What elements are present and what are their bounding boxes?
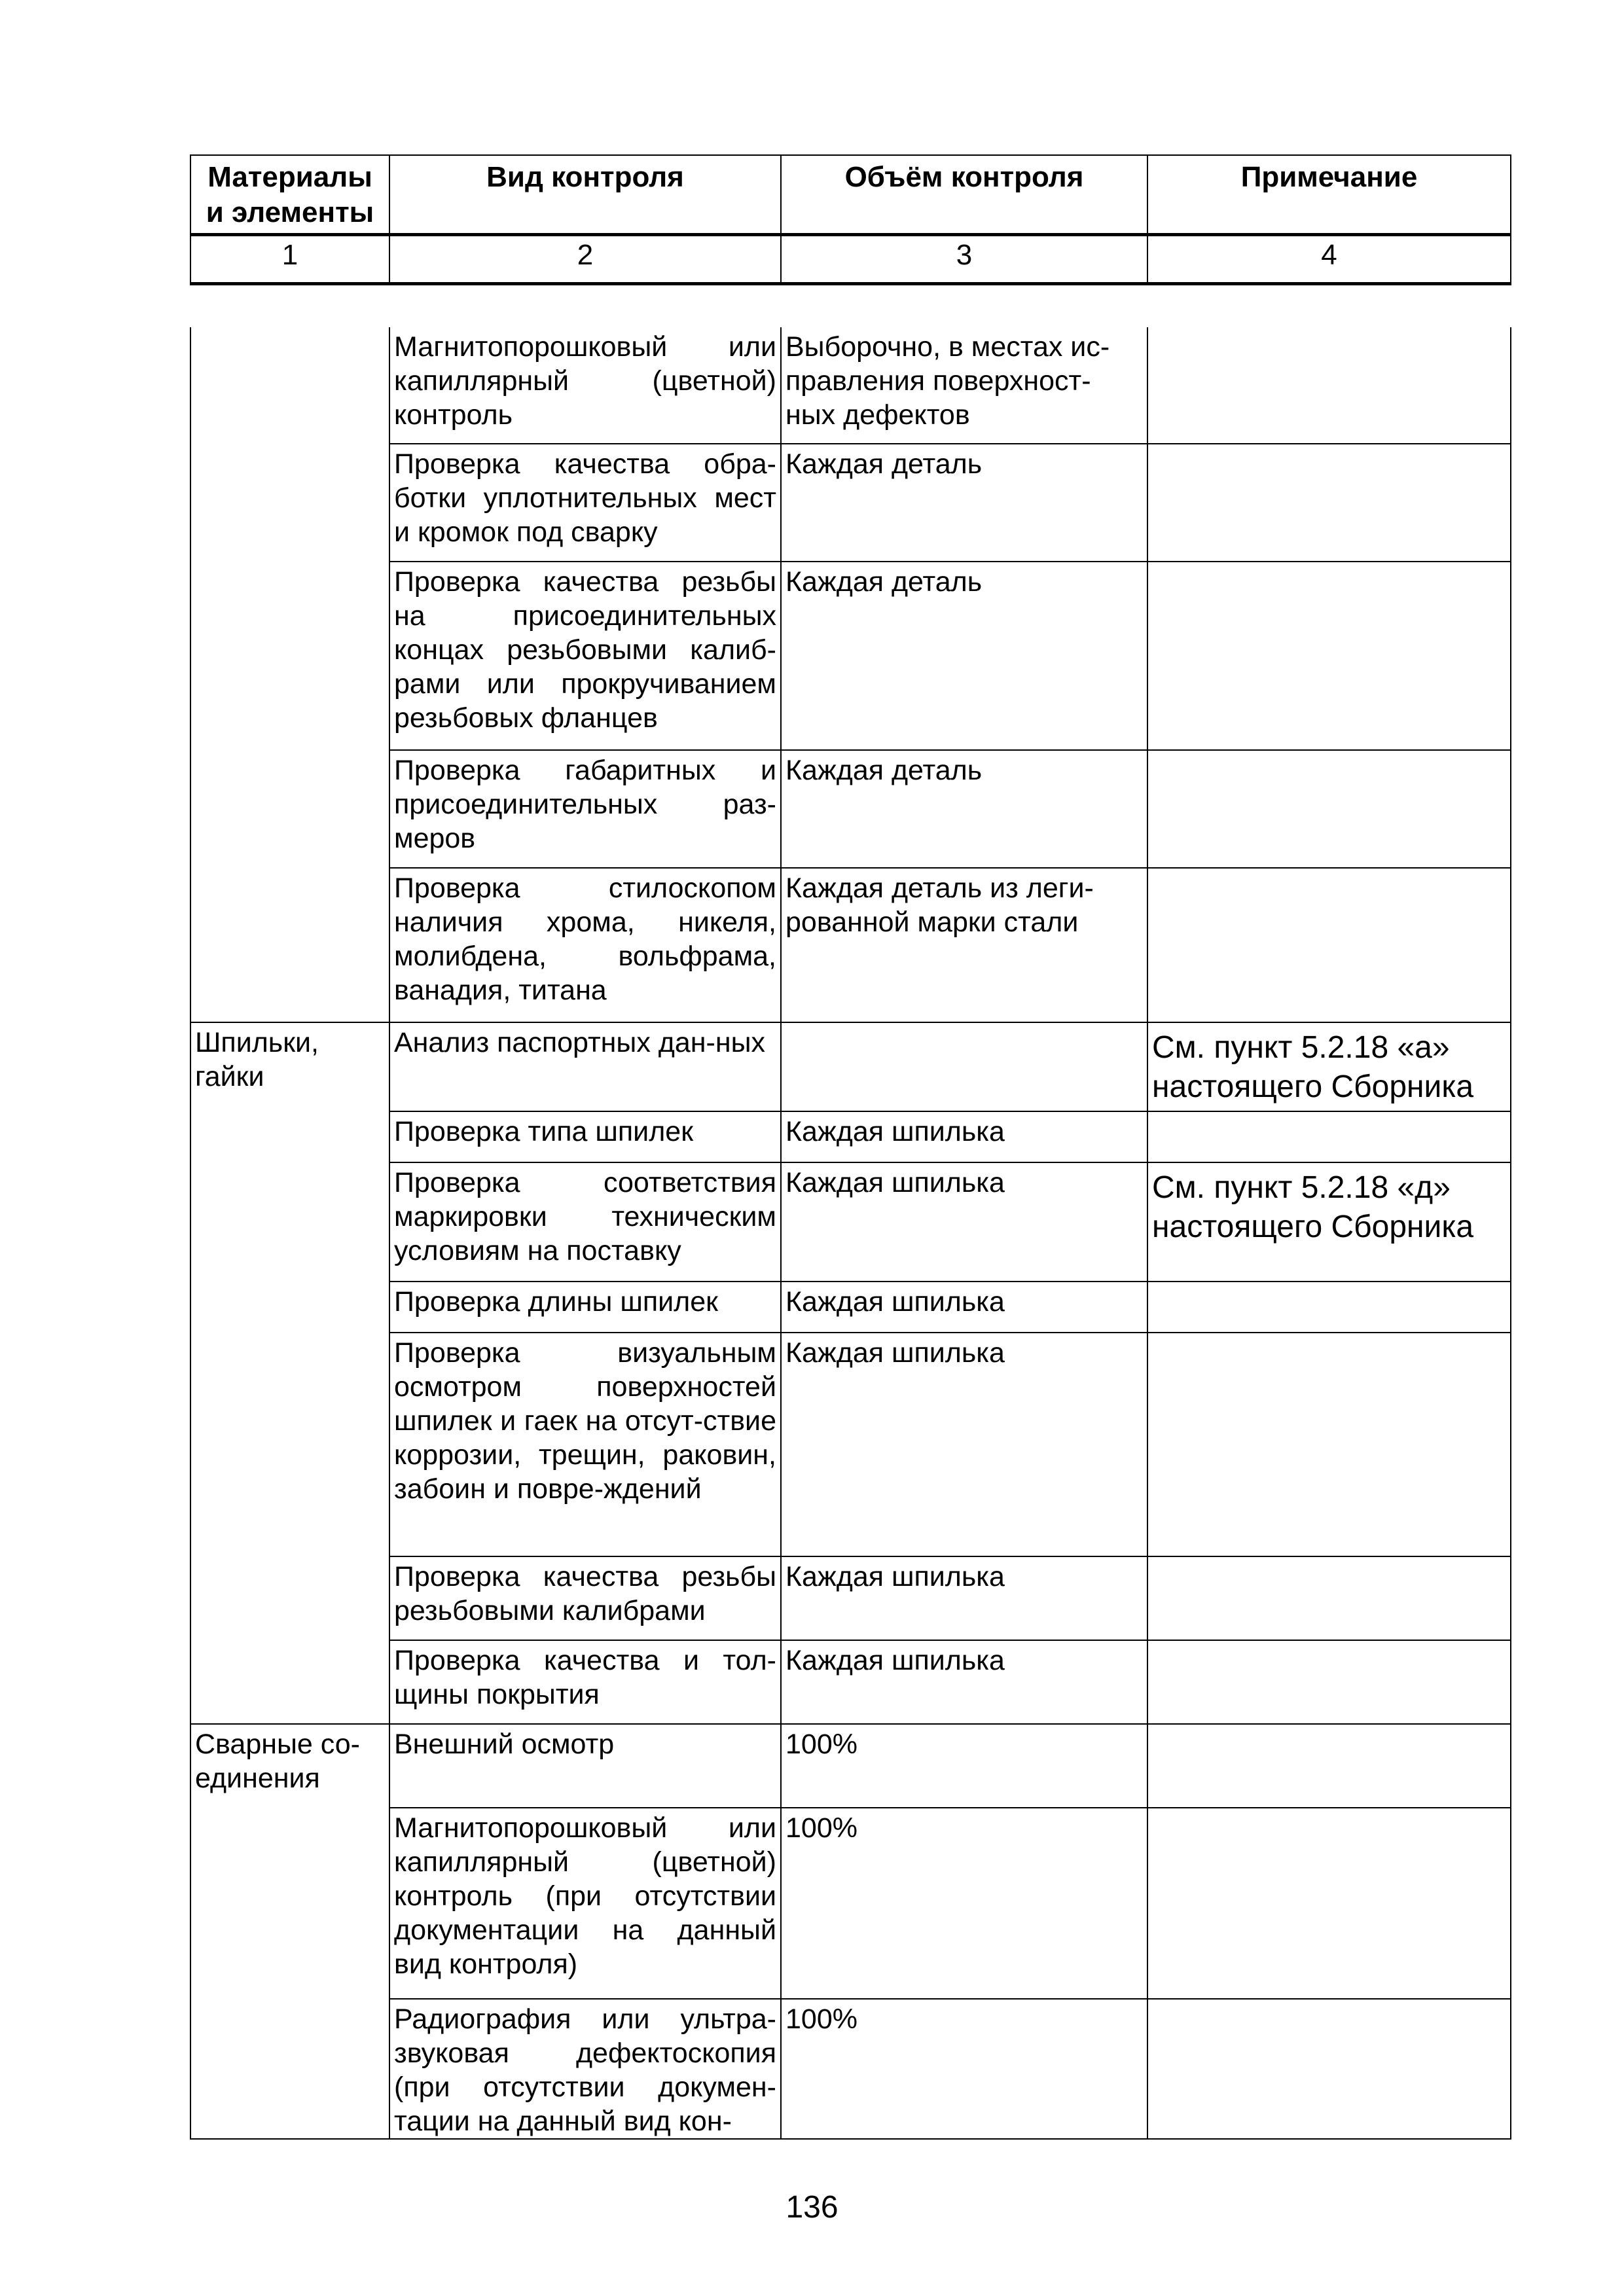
note-cell (1147, 1724, 1511, 1808)
page-number: 136 (785, 2190, 839, 2225)
material-cell (190, 1999, 389, 2139)
table-row (190, 1111, 1511, 1162)
control-type-cell: Проверка визуальным осмотром поверхностей шпилек и гаек на отсут-ствие коррозии, трещин, раковин, забоин и повре-ждений (389, 1333, 781, 1556)
table-row (190, 1022, 1511, 1111)
material-cell (190, 444, 389, 562)
control-volume-cell: 100% (781, 1724, 1147, 1808)
column-number-4: 4 (1147, 235, 1511, 284)
note-cell (1147, 1556, 1511, 1640)
note-cell (1147, 444, 1511, 562)
control-volume-cell: Каждая деталь (781, 444, 1147, 562)
header-control-type: Вид контроля (389, 155, 781, 235)
control-type-cell: Анализ паспортных дан-ных (389, 1022, 781, 1111)
table-row (190, 1640, 1511, 1724)
table-row (190, 750, 1511, 868)
control-type-cell: Проверка габаритных и присоединительных раз-меров (389, 750, 781, 868)
note-cell (1147, 868, 1511, 1022)
note-cell (1147, 1640, 1511, 1724)
control-volume-cell: Каждая шпилька (781, 1111, 1147, 1162)
material-cell (190, 868, 389, 1022)
control-volume-cell: Каждая деталь из леги- рованной марки стали (781, 868, 1147, 1022)
control-volume-cell (781, 1022, 1147, 1111)
control-volume-cell: 100% (781, 1808, 1147, 1999)
control-volume-cell: Выборочно, в местах ис- правления поверхност- ных дефектов (781, 327, 1147, 444)
note-cell (1147, 1999, 1511, 2139)
material-cell (190, 1282, 389, 1333)
control-table (190, 327, 1511, 2140)
control-type-cell: Проверка соответствия маркировки техническим условиям на поставку (389, 1162, 781, 1282)
control-volume-cell: 100% (781, 1999, 1147, 2139)
material-cell (190, 1162, 389, 1282)
note-cell (1147, 1333, 1511, 1556)
table-row (190, 1808, 1511, 1999)
control-volume-cell: Каждая шпилька (781, 1333, 1147, 1556)
table-row (190, 868, 1511, 1022)
control-type-cell: Проверка стилоскопом наличия хрома, никеля, молибдена, вольфрама, ванадия, титана (389, 868, 781, 1022)
control-type-cell: Проверка качества обра-ботки уплотнительных мест и кромок под сварку (389, 444, 781, 562)
table-row (190, 327, 1511, 444)
note-cell (1147, 1282, 1511, 1333)
table-row (190, 1724, 1511, 1808)
material-cell (190, 1111, 389, 1162)
table-row (190, 1162, 1511, 1282)
material-cell (190, 750, 389, 868)
material-cell: Шпильки, гайки (190, 1022, 389, 1111)
table-row (190, 1556, 1511, 1640)
column-number-1: 1 (190, 235, 389, 284)
material-cell (190, 562, 389, 750)
note-cell: См. пункт 5.2.18 «а» настоящего Сборника (1147, 1022, 1511, 1111)
note-cell (1147, 327, 1511, 444)
control-type-cell: Проверка качества резьбы на присоединительных концах резьбовыми калиб-рами или прокручиванием резьбовых фланцев (389, 562, 781, 750)
header-materials: Материалы и элементы (190, 155, 389, 235)
note-cell: См. пункт 5.2.18 «д» настоящего Сборника (1147, 1162, 1511, 1282)
header-number-row (190, 235, 1511, 284)
header-note: Примечание (1147, 155, 1511, 235)
control-type-cell: Магнитопорошковый или капиллярный (цветной) контроль (389, 327, 781, 444)
material-cell (190, 1333, 389, 1556)
note-cell (1147, 1808, 1511, 1999)
material-cell (190, 1808, 389, 1999)
control-volume-cell: Каждая шпилька (781, 1162, 1147, 1282)
table-row (190, 444, 1511, 562)
control-type-cell: Проверка длины шпилек (389, 1282, 781, 1333)
control-volume-cell: Каждая шпилька (781, 1640, 1147, 1724)
control-volume-cell: Каждая деталь (781, 750, 1147, 868)
table-row (190, 1333, 1511, 1556)
material-cell (190, 327, 389, 444)
control-type-cell: Внешний осмотр (389, 1724, 781, 1808)
note-cell (1147, 750, 1511, 868)
control-type-cell: Проверка типа шпилек (389, 1111, 781, 1162)
note-cell (1147, 1111, 1511, 1162)
header-control-volume: Объём контроля (781, 155, 1147, 235)
column-number-3: 3 (781, 235, 1147, 284)
material-cell (190, 1640, 389, 1724)
table-header (190, 154, 1511, 285)
control-volume-cell: Каждая шпилька (781, 1282, 1147, 1333)
control-type-cell: Проверка качества и тол-щины покрытия (389, 1640, 781, 1724)
table-row (190, 1999, 1511, 2139)
column-number-2: 2 (389, 235, 781, 284)
control-volume-cell: Каждая деталь (781, 562, 1147, 750)
table-row (190, 1282, 1511, 1333)
material-cell: Сварные со- единения (190, 1724, 389, 1808)
material-cell (190, 1556, 389, 1640)
table-row (190, 562, 1511, 750)
control-volume-cell: Каждая шпилька (781, 1556, 1147, 1640)
control-type-cell: Магнитопорошковый или капиллярный (цветной) контроль (при отсутствии документации на данный вид контроля) (389, 1808, 781, 1999)
note-cell (1147, 562, 1511, 750)
control-type-cell: Проверка качества резьбы резьбовыми калибрами (389, 1556, 781, 1640)
header-row (190, 155, 1511, 235)
control-type-cell: Радиография или ультра-звуковая дефектоскопия (при отсутствии докумен-тации на данный вид кон- (389, 1999, 781, 2139)
